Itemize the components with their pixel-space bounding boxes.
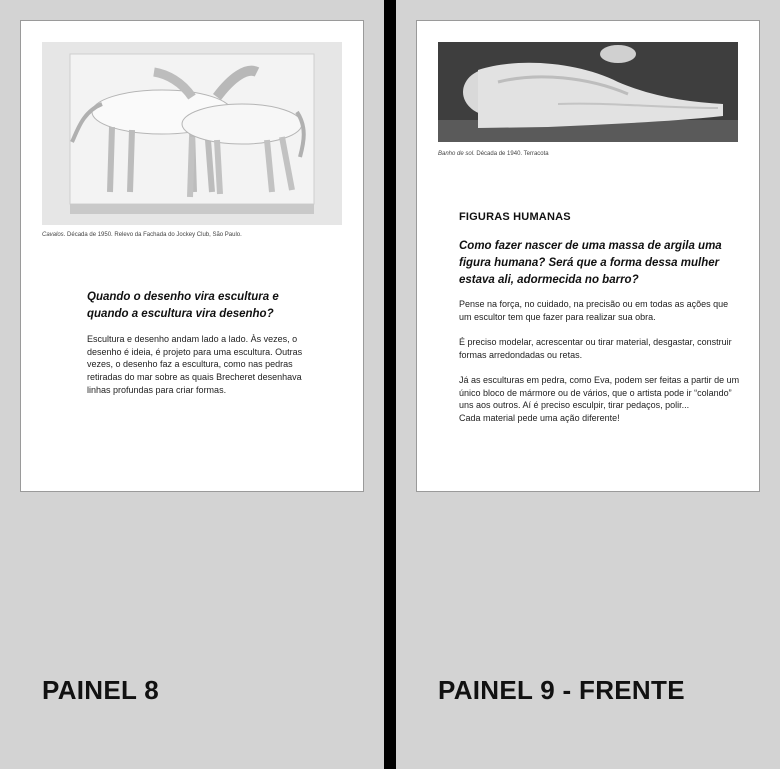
body-paragraph bbox=[459, 298, 728, 323]
body-line: Escultura e desenho andam lado a lado. Às vezes, o bbox=[87, 334, 298, 344]
body-line: formas arredondadas ou retas. bbox=[459, 349, 583, 360]
body-paragraph bbox=[459, 374, 739, 425]
caption-title: Banho de sol bbox=[438, 151, 474, 157]
body-line: único bloco de mármore ou de vários, que o artista pode ir “colando” bbox=[459, 387, 732, 398]
body-line: Já as esculturas em pedra, como Eva, podem ser feitas a partir de um bbox=[459, 375, 740, 385]
caption-title: Cavalos bbox=[42, 232, 64, 238]
caption-text: . Década de 1940. Terracota bbox=[473, 151, 549, 157]
sunbath-sculpture-photo bbox=[438, 42, 738, 142]
heading-line: estava ali, adormecida no barro? bbox=[459, 274, 639, 286]
body-line: um escultor tem que fazer para realizar sua obra. bbox=[459, 311, 656, 322]
body-line: linhas profundas para criar formas. bbox=[87, 384, 227, 395]
photo-caption bbox=[42, 231, 242, 239]
body-paragraph bbox=[459, 336, 732, 361]
body-paragraph bbox=[87, 333, 302, 397]
panel-9-label: PAINEL 9 - FRENTE bbox=[438, 675, 685, 705]
photo-caption bbox=[438, 150, 549, 158]
sunbath-sculpture-image bbox=[438, 42, 738, 142]
body-line: vezes, o desenho faz a escultura, como nas pedras bbox=[87, 359, 293, 370]
heading-line: Como fazer nascer de uma massa de argila uma bbox=[459, 240, 722, 252]
body-line: É preciso modelar, acrescentar ou tirar material, desgastar, construir bbox=[459, 337, 732, 347]
section-heading bbox=[87, 289, 279, 323]
panel-8-label: PAINEL 8 bbox=[42, 675, 160, 705]
panel-9-card bbox=[416, 20, 760, 492]
body-line: retiradas do mar sobre as quais Brecheret desenhava bbox=[87, 372, 302, 383]
horses-relief-photo bbox=[42, 42, 342, 225]
body-line: uns aos outros. Aí é preciso esculpir, tirar pedaços, polir... bbox=[459, 400, 690, 411]
panel-8-card bbox=[20, 20, 364, 492]
heading-line: quando a escultura vira desenho? bbox=[87, 308, 274, 320]
caption-text: . Década de 1950. Relevo da Fachada do Jockey Club, São Paulo. bbox=[63, 232, 242, 238]
horses-relief-image bbox=[42, 42, 342, 225]
body-line: Cada material pede uma ação diferente! bbox=[459, 413, 620, 424]
section-title: FIGURAS HUMANAS bbox=[459, 211, 571, 223]
body-line: desenho é ideia, é projeto para uma escultura. Outras bbox=[87, 346, 303, 357]
panel-divider bbox=[384, 0, 396, 769]
heading-line: figura humana? Será que a forma dessa mulher bbox=[459, 257, 720, 269]
section-heading bbox=[459, 238, 722, 289]
body-line: Pense na força, no cuidado, na precisão ou em todas as ações que bbox=[459, 299, 729, 309]
heading-line: Quando o desenho vira escultura e bbox=[87, 291, 279, 303]
